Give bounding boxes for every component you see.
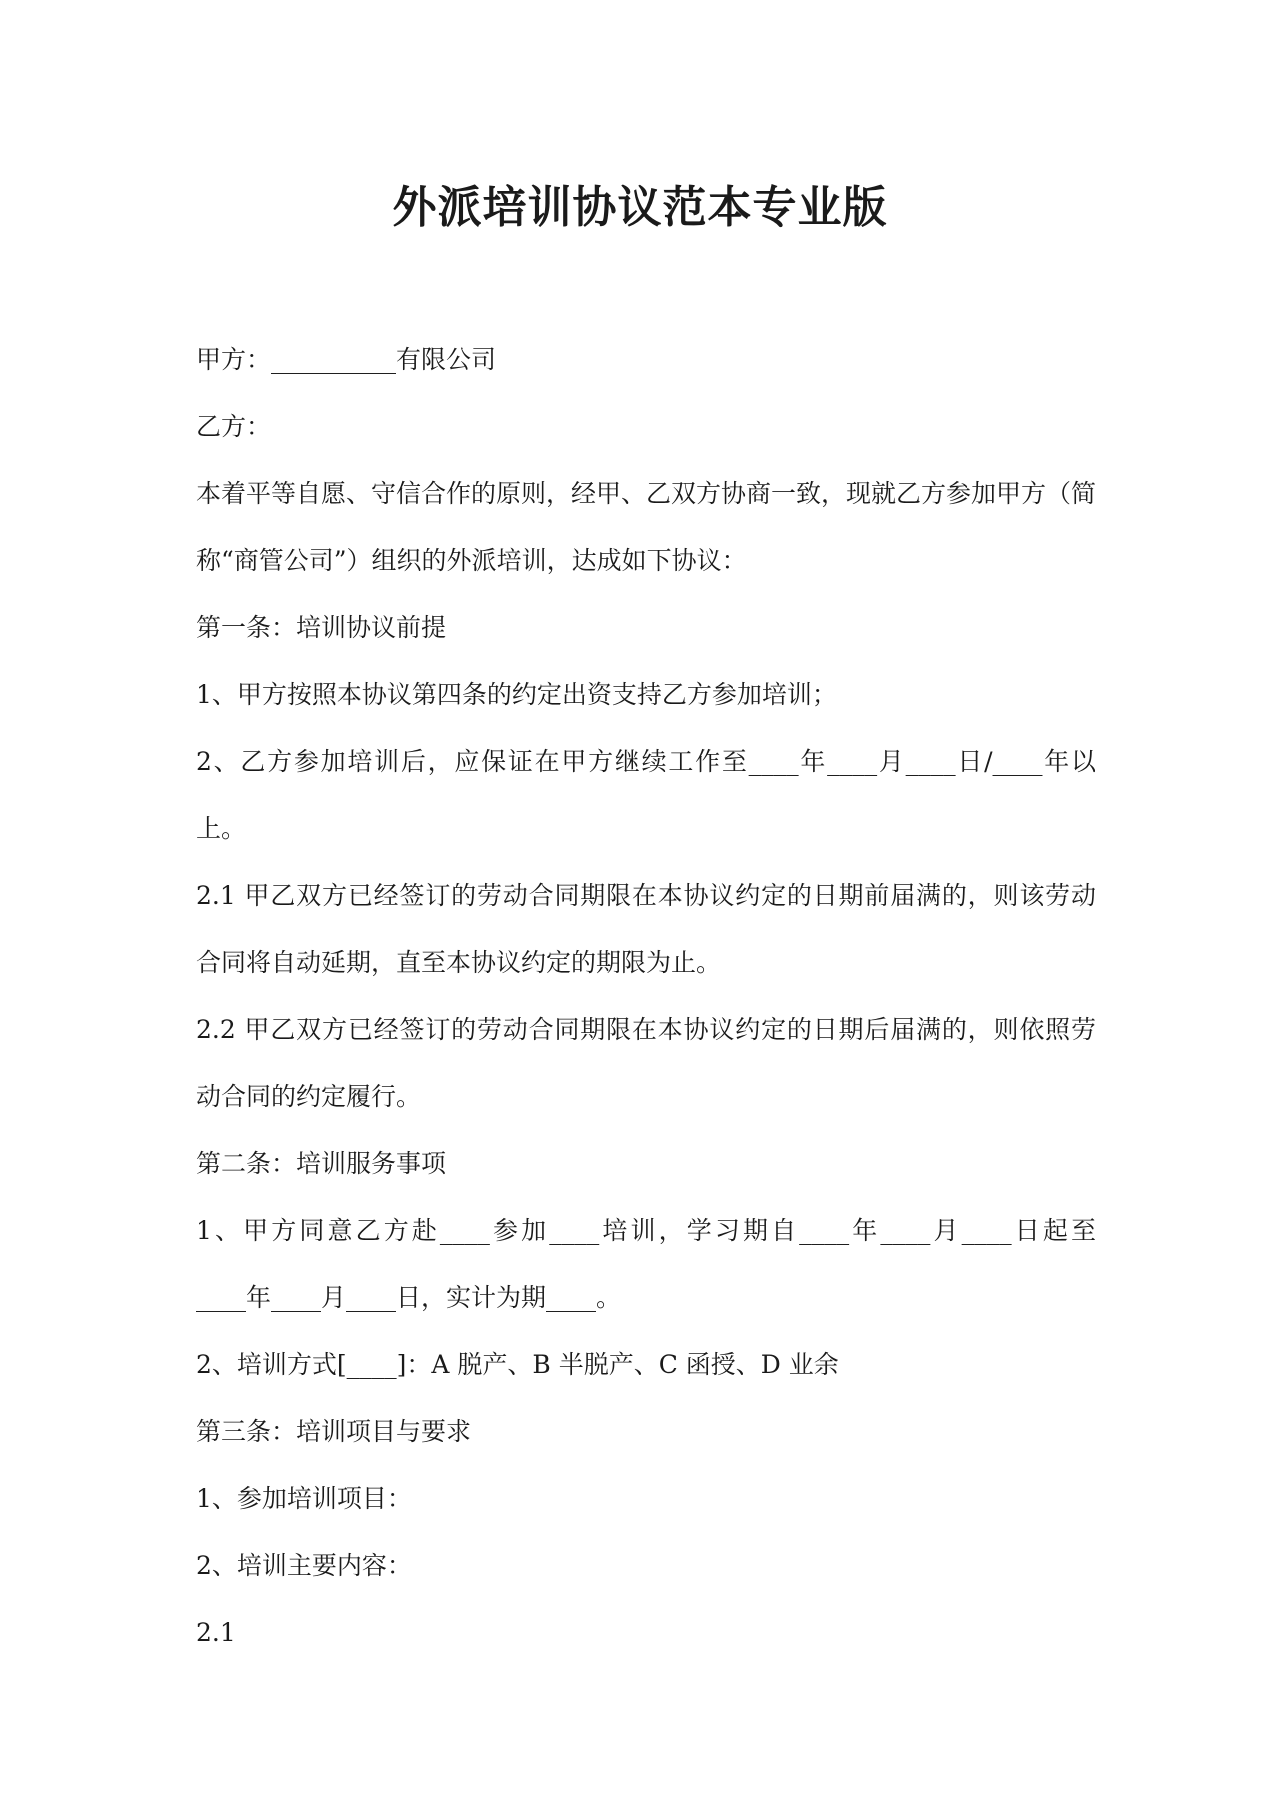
- article-1-heading: 第一条：培训协议前提: [196, 613, 447, 642]
- article-1-clause-2-1-line-1: 2.1 甲乙双方已经签订的劳动合同期限在本协议约定的日期前届满的，则该劳动: [196, 881, 1096, 910]
- article-3-clause-2-1: 2.1: [196, 1618, 236, 1647]
- article-2-clause-2: 2、培训方式[____]：A 脱产、B 半脱产、C 函授、D 业余: [196, 1350, 839, 1379]
- article-1-clause-2-2-line-2: 动合同的约定履行。: [196, 1082, 422, 1111]
- party-b-line: 乙方：: [196, 412, 272, 441]
- party-a-line: 甲方：__________有限公司: [196, 345, 497, 374]
- article-2-heading: 第二条：培训服务事项: [196, 1149, 447, 1178]
- article-3-clause-1: 1、参加培训项目：: [196, 1484, 412, 1513]
- article-1-clause-1: 1、甲方按照本协议第四条的约定出资支持乙方参加培训；: [196, 680, 837, 709]
- document-title: 外派培训协议范本专业版: [392, 182, 888, 233]
- preamble-line-2: 称“商管公司”）组织的外派培训，达成如下协议：: [196, 546, 747, 575]
- article-1-clause-2-1-line-2: 合同将自动延期，直至本协议约定的期限为止。: [196, 948, 722, 977]
- article-3-heading: 第三条：培训项目与要求: [196, 1417, 472, 1446]
- article-2-clause-1-line-1: 1、甲方同意乙方赴____参加____培训，学习期自____年____月____日起至: [196, 1216, 1096, 1245]
- article-1-clause-2-2-line-1: 2.2 甲乙双方已经签订的劳动合同期限在本协议约定的日期后届满的，则依照劳: [196, 1015, 1096, 1044]
- article-1-clause-2-line-2: 上。: [196, 814, 247, 843]
- preamble-line-1: 本着平等自愿、守信合作的原则，经甲、乙双方协商一致，现就乙方参加甲方（简: [196, 479, 1097, 508]
- article-2-clause-1-line-2: ____年____月____日，实计为期____。: [196, 1283, 622, 1312]
- article-1-clause-2-line-1: 2、乙方参加培训后，应保证在甲方继续工作至____年____月____日/____年以: [196, 747, 1096, 776]
- article-3-clause-2: 2、培训主要内容：: [196, 1551, 412, 1580]
